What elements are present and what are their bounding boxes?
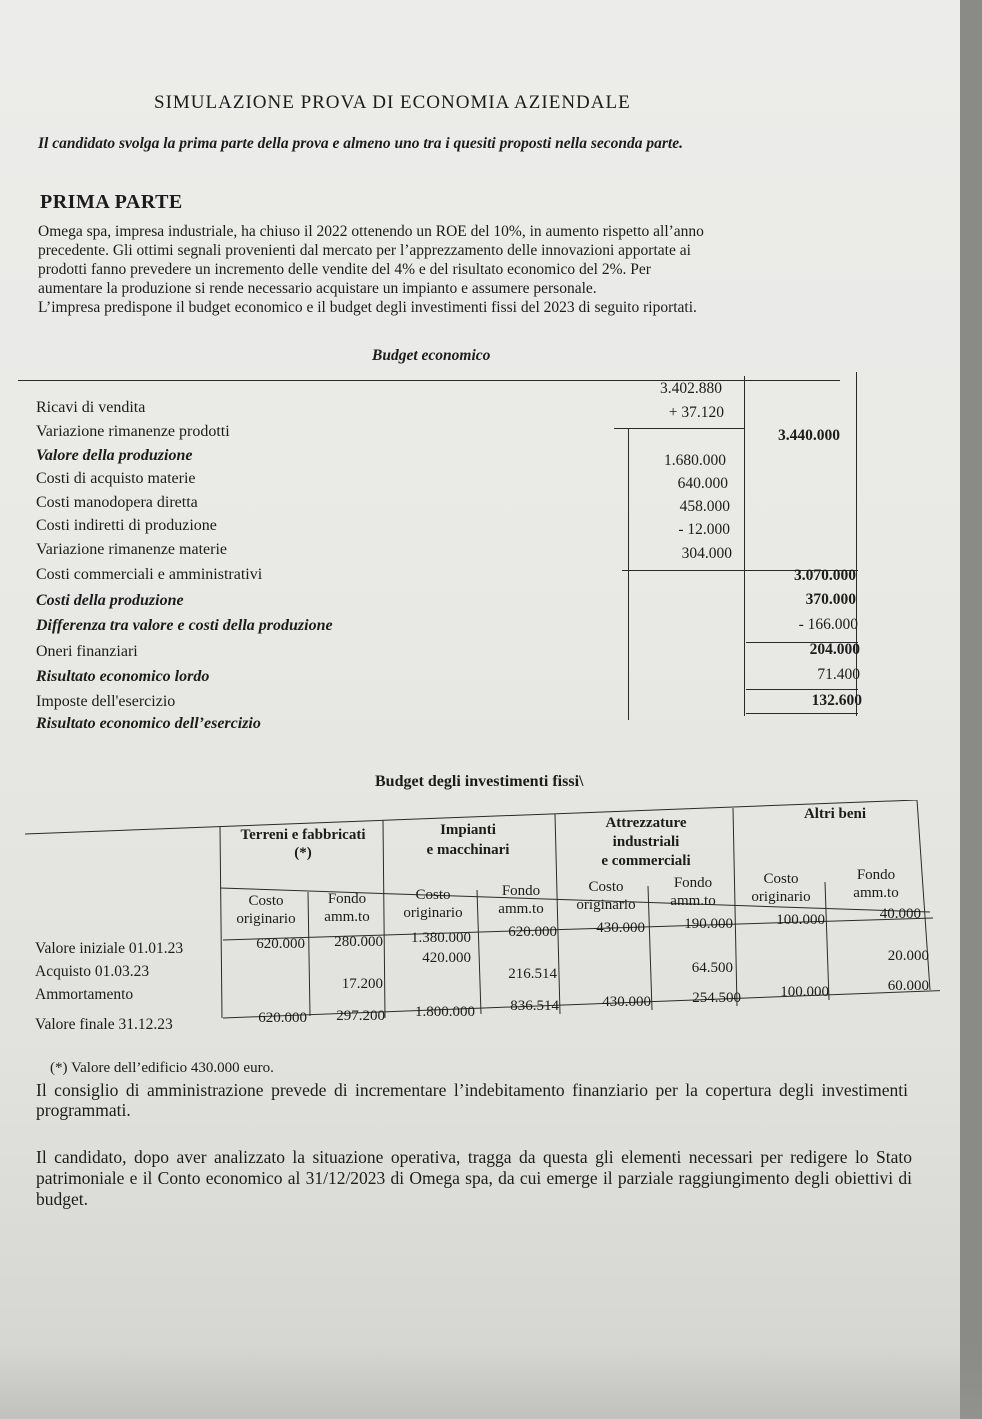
value-cell: 100.000 xyxy=(780,984,829,1000)
row-label: Costi manodopera diretta xyxy=(36,494,198,511)
row-label: Ricavi di vendita xyxy=(36,399,146,416)
sub-header-line: originario xyxy=(751,889,811,905)
sub-header-line: Costo xyxy=(415,887,451,903)
sub-header xyxy=(310,890,384,926)
sub-header-line: Costo xyxy=(763,871,799,887)
sub-header xyxy=(833,866,919,902)
sub-header-line: amm.to xyxy=(853,885,899,901)
value-cell: 620.000 xyxy=(256,936,305,952)
value-cell: 620.000 xyxy=(258,1010,307,1026)
value-cell: 836.514 xyxy=(510,998,559,1014)
group-name: Altri beni xyxy=(803,806,867,822)
value-cell: 60.000 xyxy=(887,978,929,994)
intro-line: precedente. Gli ottimi segnali provenienti dal mercato per l’apprezzamento delle innovazioni apportate ai xyxy=(38,242,691,259)
value-cell: 254.500 xyxy=(692,990,741,1006)
value-cell: 1.380.000 xyxy=(411,930,471,946)
total-cell: 71.400 xyxy=(817,666,860,683)
sub-header xyxy=(737,870,825,906)
value-cell: 430.000 xyxy=(602,994,651,1010)
sub-header-line: amm.to xyxy=(670,893,716,909)
value-cell: 1.800.000 xyxy=(415,1004,475,1020)
sub-header xyxy=(653,874,733,910)
sub-header-line: Fondo xyxy=(501,883,541,899)
sub-header xyxy=(481,882,561,918)
value-cell: 3.402.880 xyxy=(660,380,722,397)
row-label: Costi indiretti di produzione xyxy=(36,517,217,534)
intro-line: prodotti fanno prevedere un incremento delle vendite del 4% e del risultato economico del 2%. Per xyxy=(38,261,651,278)
row-label: Oneri finanziari xyxy=(36,643,138,660)
value-cell: + 37.120 xyxy=(668,404,724,421)
budget-investimenti-title: Budget degli investimenti fissi\ xyxy=(375,773,584,790)
sub-header xyxy=(565,878,647,914)
row-label: Risultato economico lordo xyxy=(36,668,210,685)
value-cell: - 12.000 xyxy=(678,521,730,538)
subtotal-line xyxy=(614,428,744,429)
sub-header xyxy=(391,886,475,922)
page-title: SIMULAZIONE PROVA DI ECONOMIA AZIENDALE xyxy=(154,92,631,113)
row-label: Risultato economico dell’esercizio xyxy=(36,715,261,732)
row-label: Variazione rimanenze materie xyxy=(36,541,227,558)
sub-header-line: originario xyxy=(403,905,463,921)
value-cell: 458.000 xyxy=(679,498,730,515)
value-cell: 620.000 xyxy=(508,924,557,940)
intro-paragraph xyxy=(38,222,838,317)
sub-header-line: Fondo xyxy=(673,875,713,891)
value-cell: 20.000 xyxy=(887,948,929,964)
paragraph: Il consiglio di amministrazione prevede di incrementare l’indebitamento finanziario per la copertura degli investimenti programmati. xyxy=(36,1080,908,1120)
value-cell: 64.500 xyxy=(691,960,733,976)
intro-line: aumentare la produzione si rende necessario acquistare un impianto e assumere personale. xyxy=(38,280,597,297)
group-header xyxy=(223,826,383,862)
sub-header-line: originario xyxy=(576,897,636,913)
total-cell: 132.600 xyxy=(811,692,862,709)
group-sub: e commerciali xyxy=(601,853,691,869)
subtotal-line xyxy=(746,689,858,690)
intro-line: L’impresa predispone il budget economico e il budget degli investimenti fissi del 2023 di seguito riportati. xyxy=(38,299,697,316)
group-header xyxy=(403,820,533,860)
value-cell: 420.000 xyxy=(422,950,471,966)
value-cell: 216.514 xyxy=(508,966,557,982)
sub-header-line: originario xyxy=(236,911,296,927)
paper-shadow xyxy=(0,1345,982,1419)
budget-economico-title: Budget economico xyxy=(372,347,491,364)
value-cell: 190.000 xyxy=(684,916,733,932)
paragraph: Il candidato, dopo aver analizzato la situazione operativa, tragga da questa gli elementi necessari per redigere lo Stato patrimoniale e il Conto economico al 31/12/2023 di Omega spa, da cui emerge il parziale raggiungimento degli obiettivi di budget. xyxy=(36,1147,912,1209)
sub-header-line: Fondo xyxy=(327,891,367,907)
sub-header xyxy=(225,892,307,928)
footnote: (*) Valore dell’edificio 430.000 euro. xyxy=(50,1060,274,1076)
table-border-right xyxy=(856,372,857,716)
value-cell: 430.000 xyxy=(596,920,645,936)
group-sub: industriali xyxy=(612,834,680,850)
value-cell: 297.200 xyxy=(336,1008,385,1024)
group-sub: e macchinari xyxy=(426,842,510,858)
section-heading: PRIMA PARTE xyxy=(40,191,183,213)
total-cell: 3.070.000 xyxy=(794,567,856,584)
sub-header-line: amm.to xyxy=(498,901,544,917)
row-label: Imposte dell'esercizio xyxy=(36,693,176,710)
column-divider xyxy=(628,428,629,720)
row-label: Ammortamento xyxy=(35,986,134,1003)
row-label: Costi commerciali e amministrativi xyxy=(36,566,263,583)
value-cell: 1.680.000 xyxy=(664,452,726,469)
investment-table xyxy=(25,800,940,1040)
value-cell: 17.200 xyxy=(341,976,383,992)
sub-header-line: Fondo xyxy=(856,867,896,883)
row-label: Costi della produzione xyxy=(36,592,184,609)
row-label: Valore della produzione xyxy=(36,447,193,464)
row-label: Acquisto 01.03.23 xyxy=(35,963,150,980)
group-name: Impianti xyxy=(440,822,496,838)
intro-line: Omega spa, impresa industriale, ha chiuso il 2022 ottenendo un ROE del 10%, in aumento rispetto all’anno xyxy=(38,223,704,240)
total-cell: 3.440.000 xyxy=(778,427,840,444)
row-label: Variazione rimanenze prodotti xyxy=(36,423,230,440)
row-label: Costi di acquisto materie xyxy=(36,470,196,487)
value-cell: 40.000 xyxy=(879,906,921,922)
value-cell: 100.000 xyxy=(776,912,825,928)
sub-header-line: Costo xyxy=(248,893,284,909)
instructions: Il candidato svolga la prima parte della prova e almeno uno tra i quesiti proposti nella seconda parte. xyxy=(38,135,683,152)
value-cell: 640.000 xyxy=(677,475,728,492)
sub-header-line: Costo xyxy=(588,879,624,895)
group-sub: (*) xyxy=(294,845,312,861)
group-header xyxy=(765,806,905,823)
group-name: Terreni e fabbricati xyxy=(240,827,366,843)
row-label: Valore finale 31.12.23 xyxy=(35,1016,173,1033)
sub-header-line: amm.to xyxy=(324,909,370,925)
subtotal-line xyxy=(746,713,858,714)
total-cell: 370.000 xyxy=(805,591,856,608)
row-label: Valore iniziale 01.01.23 xyxy=(35,940,184,957)
row-label: Differenza tra valore e costi della produzione xyxy=(36,617,333,634)
group-name: Attrezzature xyxy=(605,815,687,831)
total-cell: - 166.000 xyxy=(798,616,858,633)
value-cell: 304.000 xyxy=(681,545,732,562)
group-header xyxy=(571,814,721,871)
value-cell: 280.000 xyxy=(334,934,383,950)
total-cell: 204.000 xyxy=(809,641,860,658)
